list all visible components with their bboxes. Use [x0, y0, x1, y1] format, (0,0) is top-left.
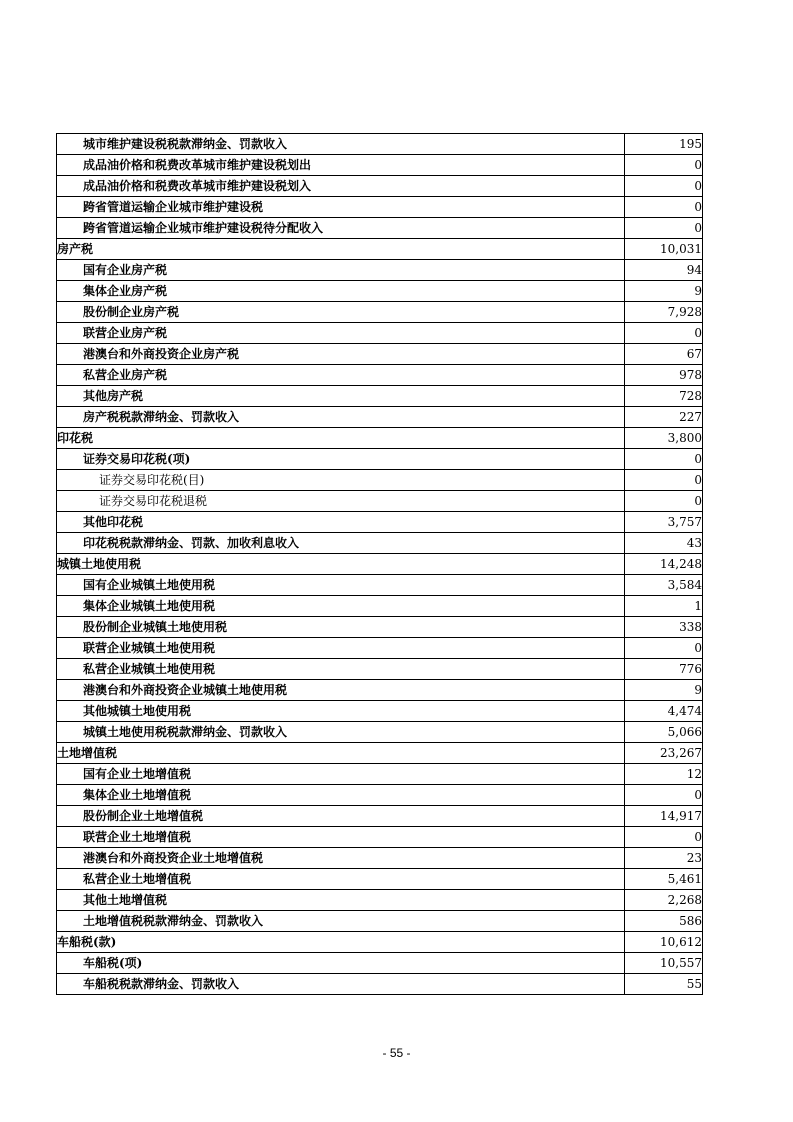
table-row: [57, 218, 703, 239]
row-item-value: 3,584: [625, 575, 703, 596]
row-item-name: 联营企业房产税: [57, 323, 625, 344]
row-item-value: 0: [625, 638, 703, 659]
row-item-value: 0: [625, 155, 703, 176]
row-item-name: 跨省管道运输企业城市维护建设税: [57, 197, 625, 218]
table-row: [57, 680, 703, 701]
table-row: [57, 701, 703, 722]
row-item-name: 集体企业城镇土地使用税: [57, 596, 625, 617]
row-item-value: 9: [625, 680, 703, 701]
row-item-value: 4,474: [625, 701, 703, 722]
row-item-value: 14,248: [625, 554, 703, 575]
table-row: [57, 974, 703, 995]
row-item-value: 67: [625, 344, 703, 365]
row-item-name: 证券交易印花税(项): [57, 449, 625, 470]
row-item-name: 私营企业房产税: [57, 365, 625, 386]
row-item-name: 私营企业土地增值税: [57, 869, 625, 890]
table-row: [57, 260, 703, 281]
row-item-value: 55: [625, 974, 703, 995]
table-row: [57, 155, 703, 176]
row-item-name: 其他房产税: [57, 386, 625, 407]
table-row: [57, 617, 703, 638]
row-item-name: 集体企业土地增值税: [57, 785, 625, 806]
table-row: [57, 953, 703, 974]
row-item-name: 车船税税款滞纳金、罚款收入: [57, 974, 625, 995]
revenue-table-body: [57, 134, 703, 995]
row-item-name: 港澳台和外商投资企业房产税: [57, 344, 625, 365]
row-item-value: 776: [625, 659, 703, 680]
table-row: [57, 239, 703, 260]
row-item-name: 土地增值税: [57, 743, 625, 764]
revenue-table: [56, 133, 703, 995]
row-item-value: 0: [625, 176, 703, 197]
row-item-name: 国有企业城镇土地使用税: [57, 575, 625, 596]
table-row: [57, 911, 703, 932]
row-item-name: 房产税: [57, 239, 625, 260]
table-row: [57, 722, 703, 743]
row-item-value: 10,612: [625, 932, 703, 953]
table-row: [57, 638, 703, 659]
table-row: [57, 449, 703, 470]
row-item-value: 9: [625, 281, 703, 302]
table-row: [57, 827, 703, 848]
row-item-name: 印花税税款滞纳金、罚款、加收利息收入: [57, 533, 625, 554]
row-item-name: 股份制企业土地增值税: [57, 806, 625, 827]
row-item-value: 0: [625, 449, 703, 470]
row-item-name: 其他土地增值税: [57, 890, 625, 911]
row-item-name: 城镇土地使用税: [57, 554, 625, 575]
row-item-value: 3,757: [625, 512, 703, 533]
row-item-name: 跨省管道运输企业城市维护建设税待分配收入: [57, 218, 625, 239]
table-row: [57, 386, 703, 407]
row-item-name: 房产税税款滞纳金、罚款收入: [57, 407, 625, 428]
row-item-name: 其他城镇土地使用税: [57, 701, 625, 722]
table-row: [57, 512, 703, 533]
table-row: [57, 323, 703, 344]
row-item-value: 586: [625, 911, 703, 932]
table-row: [57, 365, 703, 386]
row-item-value: 7,928: [625, 302, 703, 323]
row-item-value: 14,917: [625, 806, 703, 827]
row-item-value: 23: [625, 848, 703, 869]
row-item-name: 证券交易印花税退税: [57, 491, 625, 512]
row-item-name: 港澳台和外商投资企业城镇土地使用税: [57, 680, 625, 701]
table-row: [57, 659, 703, 680]
row-item-value: 0: [625, 491, 703, 512]
row-item-value: 0: [625, 218, 703, 239]
row-item-value: 23,267: [625, 743, 703, 764]
row-item-name: 成品油价格和税费改革城市维护建设税划入: [57, 176, 625, 197]
row-item-name: 车船税(款): [57, 932, 625, 953]
row-item-value: 94: [625, 260, 703, 281]
row-item-value: 978: [625, 365, 703, 386]
row-item-value: 2,268: [625, 890, 703, 911]
row-item-value: 0: [625, 470, 703, 491]
row-item-name: 车船税(项): [57, 953, 625, 974]
row-item-name: 集体企业房产税: [57, 281, 625, 302]
row-item-name: 联营企业土地增值税: [57, 827, 625, 848]
table-row: [57, 785, 703, 806]
row-item-name: 国有企业房产税: [57, 260, 625, 281]
row-item-name: 港澳台和外商投资企业土地增值税: [57, 848, 625, 869]
row-item-value: 338: [625, 617, 703, 638]
row-item-value: 43: [625, 533, 703, 554]
row-item-value: 227: [625, 407, 703, 428]
table-row: [57, 491, 703, 512]
row-item-name: 城市维护建设税税款滞纳金、罚款收入: [57, 134, 625, 155]
row-item-value: 0: [625, 197, 703, 218]
table-row: [57, 764, 703, 785]
table-row: [57, 533, 703, 554]
table-row: [57, 176, 703, 197]
table-row: [57, 848, 703, 869]
table-row: [57, 302, 703, 323]
page-number: - 55 -: [382, 1046, 411, 1060]
table-row: [57, 743, 703, 764]
table-row: [57, 470, 703, 491]
row-item-name: 印花税: [57, 428, 625, 449]
row-item-value: 3,800: [625, 428, 703, 449]
table-row: [57, 596, 703, 617]
row-item-value: 728: [625, 386, 703, 407]
row-item-name: 证券交易印花税(目): [57, 470, 625, 491]
table-row: [57, 428, 703, 449]
table-row: [57, 575, 703, 596]
row-item-value: 5,066: [625, 722, 703, 743]
row-item-value: 10,557: [625, 953, 703, 974]
row-item-name: 国有企业土地增值税: [57, 764, 625, 785]
row-item-value: 12: [625, 764, 703, 785]
table-row: [57, 281, 703, 302]
row-item-name: 成品油价格和税费改革城市维护建设税划出: [57, 155, 625, 176]
table-row: [57, 806, 703, 827]
table-row: [57, 344, 703, 365]
row-item-name: 土地增值税税款滞纳金、罚款收入: [57, 911, 625, 932]
table-row: [57, 197, 703, 218]
table-row: [57, 554, 703, 575]
row-item-value: 195: [625, 134, 703, 155]
table-row: [57, 869, 703, 890]
table-row: [57, 134, 703, 155]
row-item-name: 城镇土地使用税税款滞纳金、罚款收入: [57, 722, 625, 743]
row-item-name: 私营企业城镇土地使用税: [57, 659, 625, 680]
row-item-name: 联营企业城镇土地使用税: [57, 638, 625, 659]
row-item-value: 0: [625, 785, 703, 806]
table-row: [57, 890, 703, 911]
row-item-value: 10,031: [625, 239, 703, 260]
row-item-name: 股份制企业房产税: [57, 302, 625, 323]
row-item-value: 0: [625, 323, 703, 344]
row-item-value: 1: [625, 596, 703, 617]
row-item-value: 5,461: [625, 869, 703, 890]
row-item-name: 其他印花税: [57, 512, 625, 533]
table-row: [57, 407, 703, 428]
table-row: [57, 932, 703, 953]
row-item-value: 0: [625, 827, 703, 848]
row-item-name: 股份制企业城镇土地使用税: [57, 617, 625, 638]
